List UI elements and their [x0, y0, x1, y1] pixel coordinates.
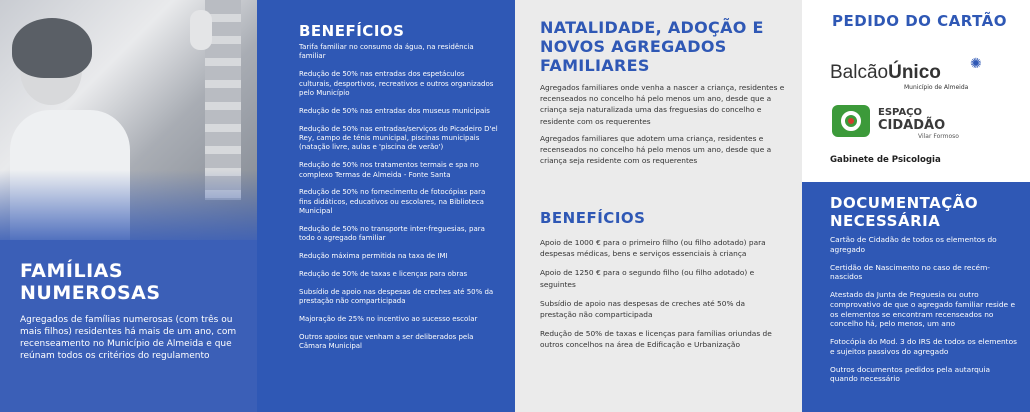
- panel-natalidade: [515, 0, 802, 412]
- list-item: Cartão de Cidadão de todos os elementos do agregado: [830, 235, 997, 254]
- espaco-line1: ESPAÇO: [878, 107, 923, 118]
- photo-fade: [0, 170, 257, 250]
- beneficios-familias-title: BENEFÍCIOS: [299, 22, 405, 40]
- natalidade-paragraph-2: Agregados familiares que adotem uma criança, residentes e recenseados no concelho há pelo menos um ano, desde que a criança seja residente com os requerentes: [540, 134, 772, 166]
- gabinete-psicologia: Gabinete de Psicologia: [830, 155, 941, 165]
- list-item: Atestado da Junta de Freguesia ou outro comprovativo de que o agregado familiar reside e os elementos se encontram recenseados no concelho há, pelo menos, um ano: [830, 290, 1015, 329]
- list-item: Apoio de 1000 € para o primeiro filho (ou filho adotado) para despesas médicas, bens e serviços essenciais à criança: [540, 238, 766, 259]
- documentacao-list: [830, 235, 1020, 392]
- panel-pedido-cartao: [802, 0, 1030, 412]
- natalidade-title: NATALIDADE, ADOÇÃO E NOVOS AGREGADOS FAMILIARES: [540, 18, 764, 75]
- list-item: Redução de 50% no fornecimento de fotocópias para fins didáticos, educativos ou escolares, na Biblioteca Municipal: [299, 188, 486, 216]
- panel-familias-numerosas: [0, 0, 257, 412]
- child-hand-shape: [190, 10, 212, 50]
- balcao-bold: Único: [888, 62, 941, 83]
- espaco-line2: CIDADÃO: [878, 118, 946, 133]
- documentacao-box: [802, 182, 1030, 412]
- balcao-unico-star-icon: ✺: [970, 56, 982, 72]
- list-item: Redução de 50% no transporte inter-freguesias, para todo o agregado familiar: [299, 225, 485, 243]
- natalidade-beneficios-list: [540, 237, 780, 359]
- list-item: Certidão de Nascimento no caso de recém-nascidos: [830, 262, 990, 282]
- natalidade-beneficios-title: BENEFÍCIOS: [540, 209, 646, 227]
- familias-title: FAMÍLIAS NUMEROSAS: [20, 260, 161, 304]
- list-item: Subsídio de apoio nas despesas de creches até 50% da prestação não comparticipada: [540, 298, 746, 320]
- pedido-title: PEDIDO DO CARTÃO: [832, 12, 1008, 30]
- list-item: Fotocópia do Mod. 3 do IRS de todos os elementos e sujeitos passivos do agregado: [830, 337, 1017, 356]
- list-item: Redução de 50% de taxas e licenças para obras: [299, 270, 468, 279]
- espaco-sub: Vilar Formoso: [918, 133, 959, 140]
- list-item: Redução de 50% de taxas e licenças para famílias oriundas de outros concelhos na área de Edificação e Urbanização: [540, 329, 772, 350]
- list-item: Outros documentos pedidos pela autarquia quando necessário: [830, 364, 991, 384]
- espaco-cidadao-logo-icon: [832, 105, 870, 137]
- list-item: Apoio de 1250 € para o segundo filho (ou filho adotado) e seguintes: [540, 268, 755, 289]
- documentacao-title: DOCUMENTAÇÃO NECESSÁRIA: [830, 194, 979, 230]
- familias-description: Agregados de famílias numerosas (com três ou mais filhos) residentes há mais de um ano, com recenseamento no Município de Almeida e que reúnam todos os critérios do regulamento: [20, 315, 237, 361]
- child-hair-shape: [12, 18, 92, 78]
- list-item: Redução de 50% nas entradas/serviços do Picadeiro D'el Rey, campo de ténis municipal, piscinas municipais (natação livre, aulas e 'piscina de verão'): [299, 124, 498, 152]
- list-item: Subsídio de apoio nas despesas de creches até 50% da prestação não comparticipada: [299, 287, 494, 306]
- balcao-sub: Município de Almeida: [904, 84, 969, 91]
- espaco-cidadao-logo: [830, 103, 1020, 139]
- list-item: Redução de 50% nas entradas dos museus municipais: [299, 106, 490, 115]
- balcao-prefix: Balcão: [830, 62, 889, 83]
- beneficios-familias-list: [299, 43, 499, 360]
- list-item: Redução máxima permitida na taxa de IMI: [299, 252, 448, 261]
- list-item: Outros apoios que venham a ser deliberados pela Câmara Municipal: [299, 332, 474, 351]
- list-item: Majoração de 25% no incentivo ao sucesso escolar: [299, 315, 478, 324]
- list-item: Redução de 50% nas entradas dos espetáculos culturais, desportivos, recreativos e outros organizados pelo Município: [299, 70, 494, 98]
- list-item: Redução de 50% nos tratamentos termais e spa no complexo Termas de Almeida - Fonte Santa: [299, 161, 479, 179]
- balcao-unico-logo: [830, 56, 1020, 96]
- list-item: Tarifa familiar no consumo da água, na residência familiar: [299, 43, 474, 61]
- panel-beneficios-familias: [257, 0, 515, 412]
- natalidade-paragraph-1: Agregados familiares onde venha a nascer a criança, residentes e recenseados no concelho há pelo menos um ano, desde que a criança seja naturalizada uma das freguesias do concelho e residente com os requerentes: [540, 83, 785, 126]
